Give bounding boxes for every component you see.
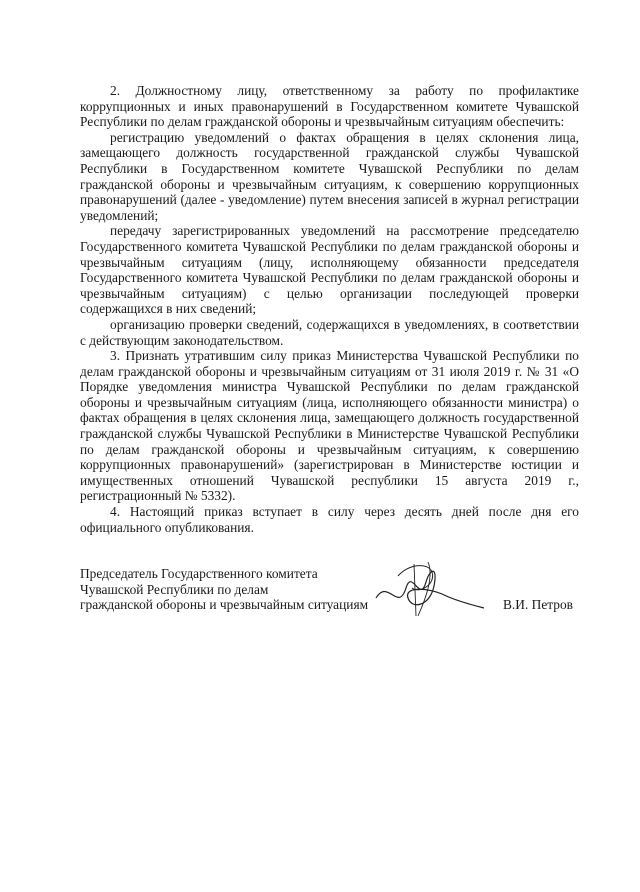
- paragraph-4: 4. Настоящий приказ вступает в силу через десять дней после дня его официального опубликования.: [80, 504, 579, 535]
- position-line-2: Чувашской Республики по делам: [80, 581, 269, 597]
- handwritten-signature: [368, 558, 488, 622]
- signer-name: В.И. Петров: [503, 597, 573, 612]
- paragraph-2-registration: регистрацию уведомлений о фактах обращения в целях склонения лица, замещающего должность государственной гражданской службы Чувашской Республики в Государственном комитете Чувашской Республики по делам гражданской обороны и чрезвычайным ситуациям, к совершению коррупционных правонарушений (далее - уведомление) путем внесения записей в журнал регистрации уведомлений;: [80, 129, 579, 223]
- paragraph-2: 2. Должностному лицу, ответственному за работу по профилактике коррупционных и иных правонарушений в Государственном комитете Чувашской Республики по делам гражданской обороны и чрезвычайным ситуациям обеспечить:: [80, 83, 579, 130]
- position-line-3: гражданской обороны и чрезвычайным ситуациям: [80, 597, 369, 613]
- paragraph-2-transfer: передачу зарегистрированных уведомлений на рассмотрение председателю Государственного комитета Чувашской Республики по делам гражданской обороны и чрезвычайным ситуациям (лицу, исполняющему обязанности председателя Государственного комитета Чувашской Республики по делам гражданской обороны и чрезвычайным ситуациям) с целью организации последующей проверки содержащихся в них сведений;: [80, 223, 579, 317]
- document-body: [80, 83, 579, 535]
- paragraph-2-verification: организацию проверки сведений, содержащихся в уведомлениях, в соответствии с действующим законодательством.: [80, 316, 579, 348]
- paragraph-3: 3. Признать утратившим силу приказ Министерства Чувашской Республики по делам гражданской обороны и чрезвычайным ситуациям от 31 июля 2019 г. № 31 «О Порядке уведомления министра Чувашской Республики по делам гражданской обороны и чрезвычайным ситуациям (лица, исполняющего обязанности министра) о фактах обращения в целях склонения лица, замещающего должность государственной гражданской службы Чувашской Республики в Министерстве Чувашской Республики по делам гражданской обороны и чрезвычайным ситуациям, к совершению коррупционных правонарушений» (зарегистрирован в Министерстве юстиции и имущественных отношений Чувашской республики 15 августа 2019 г., регистрационный № 5332).: [80, 348, 579, 504]
- position-line-1: Председатель Государственного комитета: [80, 566, 318, 581]
